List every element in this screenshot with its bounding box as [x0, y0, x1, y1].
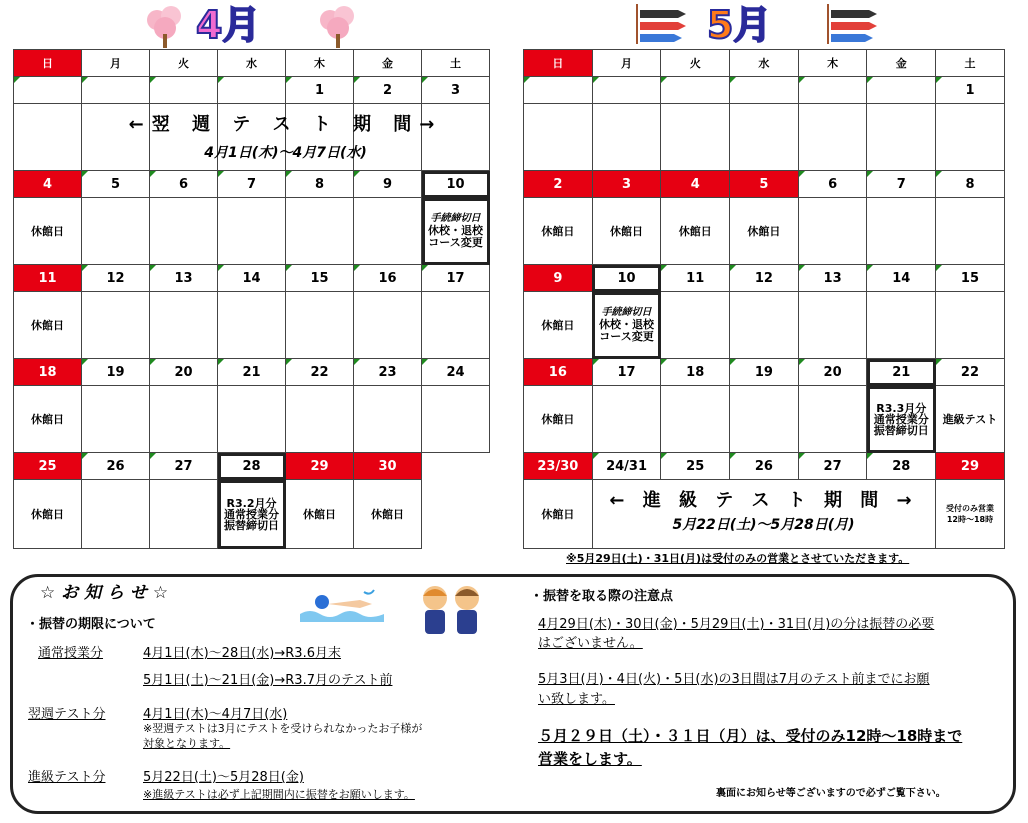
- day-cell: [661, 292, 730, 359]
- day-number: 29: [286, 453, 354, 480]
- day-cell: [867, 198, 936, 265]
- weekday-mon: 月: [82, 50, 150, 77]
- weekly-test-note1: ※翌週テストは3月にテストを受けられなかったお子様が: [143, 722, 423, 735]
- day-number: 20: [150, 359, 218, 386]
- weekday-sat: 土: [422, 50, 490, 77]
- procedure-deadline-cell: [422, 198, 490, 265]
- day-cell: [422, 104, 490, 171]
- day-number: 5: [730, 171, 799, 198]
- day-cell: [730, 480, 799, 549]
- day-cell: [150, 104, 218, 171]
- day-cell: [14, 104, 82, 171]
- day-number: 18: [14, 359, 82, 386]
- deadline-detail: コース変更: [428, 236, 483, 249]
- note-a-line2: はございません。: [538, 636, 643, 651]
- promotion-test-label: 進級テスト分: [28, 770, 106, 785]
- empty-cell: [422, 453, 490, 480]
- day-number: [592, 77, 661, 104]
- day-number: 1: [286, 77, 354, 104]
- closed-label: 休館日: [730, 198, 799, 265]
- section-transfer-deadline-title: ・振替の期限について: [26, 617, 156, 632]
- day-number: 9: [354, 171, 422, 198]
- closed-label: 休館日: [592, 198, 661, 265]
- day-number: 15: [286, 265, 354, 292]
- day-number: [867, 77, 936, 104]
- day-cell: [286, 292, 354, 359]
- day-cell: [867, 480, 936, 549]
- day-cell: [82, 198, 150, 265]
- closed-label: 休館日: [14, 292, 82, 359]
- day-cell: [730, 292, 799, 359]
- transfer-deadline-cell: [867, 386, 936, 453]
- day-number: 7: [218, 171, 286, 198]
- day-number: 19: [730, 359, 799, 386]
- day-cell: [150, 386, 218, 453]
- weekday-wed: 水: [730, 50, 799, 77]
- closed-label: 休館日: [524, 386, 593, 453]
- may-title: 5月: [707, 3, 772, 47]
- day-number: 10: [422, 171, 490, 198]
- day-number: [798, 77, 867, 104]
- closed-label: 休館日: [354, 480, 422, 549]
- april-title: 4月: [196, 3, 261, 47]
- day-number: 17: [422, 265, 490, 292]
- note-b-line1: 5月3日(月)・4日(火)・5日(水)の3日間は7月のテスト前までにお願: [538, 672, 930, 687]
- day-number: 26: [82, 453, 150, 480]
- weekday-tue: 火: [150, 50, 218, 77]
- day-cell: [798, 198, 867, 265]
- may-calendar: [523, 49, 1005, 549]
- day-number: 12: [82, 265, 150, 292]
- weekday-thu: 木: [286, 50, 354, 77]
- day-number: 1: [936, 77, 1005, 104]
- april-weekday-row: [14, 50, 490, 77]
- day-cell: [592, 480, 661, 549]
- swimmer-icon: [300, 588, 384, 622]
- day-number: 16: [524, 359, 593, 386]
- day-cell: [798, 480, 867, 549]
- notice-heading: ☆ お 知 ら せ ☆: [40, 583, 169, 603]
- day-cell: [867, 104, 936, 171]
- transfer-deadline-cell: [218, 480, 286, 549]
- day-cell: [82, 480, 150, 549]
- day-cell: [150, 292, 218, 359]
- weekly-test-label: 翌週テスト分: [28, 707, 106, 722]
- reception-only-cell: [936, 480, 1005, 549]
- cherry-tree-icon: [143, 4, 187, 50]
- day-number: [661, 77, 730, 104]
- procedure-deadline-cell: [592, 292, 661, 359]
- transfer-deadline: 振替締切日: [873, 423, 929, 437]
- closed-label: 休館日: [524, 198, 593, 265]
- day-number: 19: [82, 359, 150, 386]
- weekday-tue: 火: [661, 50, 730, 77]
- day-cell: [524, 104, 593, 171]
- weekday-sun: 日: [14, 50, 82, 77]
- day-number: [524, 77, 593, 104]
- deadline-title: 手続締切日: [601, 307, 652, 318]
- day-number: [218, 77, 286, 104]
- may-footnote: ※5月29日(土)・31日(月)は受付のみの営業とさせていただきます。: [566, 552, 910, 565]
- weekly-test-note2: 対象となります。: [143, 737, 231, 750]
- day-cell: [218, 104, 286, 171]
- day-cell: [798, 104, 867, 171]
- day-number: 20: [798, 359, 867, 386]
- day-cell: [422, 292, 490, 359]
- day-cell: [592, 104, 661, 171]
- day-cell: [286, 198, 354, 265]
- day-number: 25: [661, 453, 730, 480]
- day-number: 22: [286, 359, 354, 386]
- day-number: [150, 77, 218, 104]
- day-number: [82, 77, 150, 104]
- day-cell: [936, 198, 1005, 265]
- day-cell: [661, 480, 730, 549]
- day-number: 8: [286, 171, 354, 198]
- weekly-test-line1: 4月1日(木)～4月7日(水): [143, 707, 288, 722]
- day-number: 18: [661, 359, 730, 386]
- april-calendar: [13, 49, 490, 549]
- regular-class-line1: 4月1日(木)～28日(水)→R3.6月末: [143, 646, 341, 661]
- day-number: 17: [592, 359, 661, 386]
- day-cell: [218, 386, 286, 453]
- day-number: 8: [936, 171, 1005, 198]
- day-cell: [354, 198, 422, 265]
- closed-label: 休館日: [14, 386, 82, 453]
- day-cell: [82, 292, 150, 359]
- note-c-line2: 営業をします。: [538, 750, 642, 768]
- reception-label: 受付のみ営業: [945, 504, 994, 513]
- day-cell: [150, 198, 218, 265]
- day-number: 28: [867, 453, 936, 480]
- transfer-deadline: 振替締切日: [224, 518, 279, 532]
- transfer-month: R3.3月分: [876, 401, 927, 415]
- day-number: 21: [867, 359, 936, 386]
- test-period-label: ← 進 級 テ ス ト 期 間 →: [609, 490, 918, 511]
- day-number: 25: [14, 453, 82, 480]
- day-number: 3: [422, 77, 490, 104]
- day-number: 16: [354, 265, 422, 292]
- note-b-line2: い致します。: [538, 692, 615, 707]
- test-period-label: ←翌 週 テ ス ト 期 間→: [128, 114, 443, 135]
- deadline-title: 手続締切日: [430, 213, 481, 224]
- day-number: 14: [218, 265, 286, 292]
- deadline-detail: コース変更: [599, 330, 654, 343]
- day-number: 6: [150, 171, 218, 198]
- day-cell: [354, 104, 422, 171]
- day-cell: [82, 104, 150, 171]
- day-cell: [422, 386, 490, 453]
- day-number: 27: [150, 453, 218, 480]
- day-cell: [661, 104, 730, 171]
- promotion-test-line1: 5月22日(土)～5月28日(金): [143, 770, 304, 785]
- day-number: 15: [936, 265, 1005, 292]
- closed-label: 休館日: [524, 480, 593, 549]
- day-number: 29: [936, 453, 1005, 480]
- day-number: 22: [936, 359, 1005, 386]
- empty-cell: [422, 480, 490, 549]
- weekday-mon: 月: [592, 50, 661, 77]
- note-a-line1: 4月29日(木)・30日(金)・5月29日(土)・31日(月)の分は振替の必要: [538, 617, 935, 632]
- closed-label: 休館日: [14, 480, 82, 549]
- may-weekday-row: [524, 50, 1005, 77]
- day-number: 13: [150, 265, 218, 292]
- day-number: 7: [867, 171, 936, 198]
- day-cell: [730, 104, 799, 171]
- day-number: 2: [354, 77, 422, 104]
- promotion-test-label: 進級テスト: [936, 386, 1005, 453]
- day-number: 4: [14, 171, 82, 198]
- weekday-fri: 金: [867, 50, 936, 77]
- day-cell: [661, 386, 730, 453]
- day-cell: [936, 104, 1005, 171]
- closed-label: 休館日: [524, 292, 593, 359]
- back-side-note: 裏面にお知らせ等ございますので必ずご覧下さい。: [716, 788, 946, 799]
- day-cell: [286, 104, 354, 171]
- promotion-test-note: ※進級テストは必ず上記期間内に振替をお願いします。: [143, 788, 415, 801]
- weekday-wed: 水: [218, 50, 286, 77]
- transfer-type: 通常授業分: [873, 412, 929, 426]
- carp-streamer-icon: [634, 2, 690, 46]
- test-period-dates: 5月22日(土)～5月28日(月): [672, 517, 855, 533]
- day-cell: [867, 292, 936, 359]
- children-icon: [415, 580, 489, 640]
- day-cell: [218, 198, 286, 265]
- day-cell: [592, 386, 661, 453]
- weekday-sun: 日: [524, 50, 593, 77]
- day-number: 30: [354, 453, 422, 480]
- day-cell: [730, 386, 799, 453]
- day-cell: [354, 386, 422, 453]
- day-number: 21: [218, 359, 286, 386]
- regular-class-line2: 5月1日(土)～21日(金)→R3.7月のテスト前: [143, 673, 393, 688]
- day-cell: [354, 292, 422, 359]
- test-period-dates: 4月1日(木)～4月7日(水): [204, 145, 367, 161]
- day-number: [730, 77, 799, 104]
- day-cell: [82, 386, 150, 453]
- day-number: 26: [730, 453, 799, 480]
- day-cell: [218, 292, 286, 359]
- deadline-detail: 休校・退校: [428, 224, 483, 237]
- day-number: 11: [14, 265, 82, 292]
- day-number: [14, 77, 82, 104]
- day-cell: [286, 386, 354, 453]
- cherry-tree-icon-right: [316, 4, 360, 50]
- day-number: 23: [354, 359, 422, 386]
- day-cell: [936, 292, 1005, 359]
- carp-streamer-icon-right: [825, 2, 881, 46]
- weekday-fri: 金: [354, 50, 422, 77]
- day-number: 24: [422, 359, 490, 386]
- day-number: 12: [730, 265, 799, 292]
- day-number: 11: [661, 265, 730, 292]
- day-number: 5: [82, 171, 150, 198]
- day-number: 6: [798, 171, 867, 198]
- section-transfer-notes-title: ・振替を取る際の注意点: [530, 589, 674, 604]
- day-cell: [798, 292, 867, 359]
- day-cell: [150, 480, 218, 549]
- deadline-detail: 休校・退校: [599, 318, 655, 331]
- day-number: 14: [867, 265, 936, 292]
- note-c-line1: ５月２９日（土）・３１日（月）は、受付のみ12時～18時まで: [538, 727, 963, 745]
- day-number: 10: [592, 265, 661, 292]
- closed-label: 休館日: [14, 198, 82, 265]
- day-number: 3: [592, 171, 661, 198]
- day-number: 28: [218, 453, 286, 480]
- closed-label: 休館日: [286, 480, 354, 549]
- day-number: 24/31: [592, 453, 661, 480]
- day-number: 9: [524, 265, 593, 292]
- day-number: 2: [524, 171, 593, 198]
- day-number: 27: [798, 453, 867, 480]
- weekday-thu: 木: [798, 50, 867, 77]
- transfer-type: 通常授業分: [224, 507, 279, 521]
- day-cell: [798, 386, 867, 453]
- day-number: 4: [661, 171, 730, 198]
- reception-hours: 12時～18時: [946, 515, 994, 524]
- day-number: 23/30: [524, 453, 593, 480]
- transfer-month: R3.2月分: [226, 496, 277, 510]
- weekday-sat: 土: [936, 50, 1005, 77]
- closed-label: 休館日: [661, 198, 730, 265]
- day-number: 13: [798, 265, 867, 292]
- regular-class-label: 通常授業分: [38, 646, 104, 661]
